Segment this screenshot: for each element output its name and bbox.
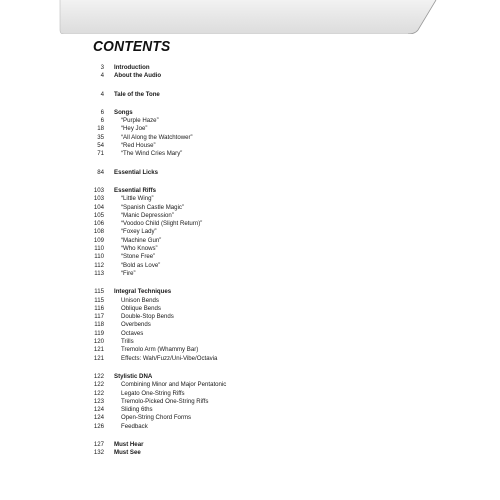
toc-entry-label: “All Along the Watchtower” — [121, 133, 193, 141]
toc-subentry — [0, 204, 500, 212]
toc-entry-label: “Bold as Love” — [121, 261, 161, 269]
toc-subentry — [0, 321, 500, 329]
toc-subentry — [0, 245, 500, 253]
toc-entry-label: “Voodoo Child (Slight Return)” — [121, 220, 203, 228]
toc-entry-label: Feedback — [121, 422, 148, 430]
toc-group — [0, 109, 500, 159]
toc-subentry — [0, 253, 500, 261]
toc-subentry — [0, 117, 500, 125]
toc-group — [0, 64, 500, 81]
toc-page-number: 122 — [93, 372, 104, 380]
toc-subentry — [0, 142, 500, 150]
toc-page-number: 4 — [100, 90, 104, 98]
header-band — [0, 0, 500, 34]
table-of-contents — [0, 64, 500, 468]
toc-subentry — [0, 406, 500, 414]
toc-page-number: 115 — [94, 296, 104, 304]
toc-entry-label: Must See — [114, 449, 141, 457]
toc-section-entry — [0, 64, 500, 72]
toc-page-number: 124 — [93, 414, 104, 422]
toc-entry-label: Double-Stop Bends — [121, 313, 174, 321]
toc-entry-label: “Fire” — [121, 269, 136, 277]
toc-entry-label: Open-String Chord Forms — [121, 414, 192, 422]
toc-entry-label: Trills — [121, 338, 134, 346]
toc-subentry — [0, 330, 500, 338]
toc-page-number: 115 — [94, 288, 104, 296]
toc-page-number: 104 — [93, 203, 104, 211]
toc-entry-label: Octaves — [121, 329, 144, 337]
toc-page-number: 122 — [93, 381, 104, 389]
toc-entry-label: Songs — [114, 108, 133, 116]
toc-subentry — [0, 398, 500, 406]
toc-page-number: 6 — [100, 117, 104, 125]
toc-entry-label: “Manic Depression” — [121, 211, 174, 219]
toc-entry-label: Combining Minor and Major Pentatonic — [121, 381, 227, 389]
toc-page-number: 123 — [93, 397, 104, 405]
toc-section-entry — [0, 187, 500, 195]
toc-subentry — [0, 237, 500, 245]
toc-page-number: 35 — [97, 133, 104, 141]
toc-entry-label: “Stone Free” — [121, 253, 156, 261]
toc-page-number: 113 — [94, 269, 104, 277]
toc-section-entry — [0, 449, 500, 457]
toc-section-entry — [0, 169, 500, 177]
toc-entry-label: Stylistic DNA — [114, 372, 153, 380]
toc-group — [0, 187, 500, 278]
toc-entry-label: Sliding 6ths — [121, 406, 153, 414]
toc-page-number: 4 — [100, 72, 104, 80]
toc-subentry — [0, 150, 500, 158]
toc-subentry — [0, 414, 500, 422]
toc-page-number: 105 — [93, 211, 104, 219]
toc-entry-label: Effects: Wah/Fuzz/Uni-Vibe/Octavia — [121, 354, 218, 362]
toc-entry-label: Tale of the Tone — [114, 90, 160, 98]
toc-entry-label: “Spanish Castle Magic” — [121, 203, 184, 211]
toc-entry-label: Integral Techniques — [114, 288, 172, 296]
toc-page-number: 110 — [94, 245, 104, 253]
toc-entry-label: “Purple Haze” — [121, 117, 159, 125]
toc-page-number: 116 — [94, 304, 104, 312]
toc-page-number: 71 — [97, 150, 104, 158]
toc-group — [0, 169, 500, 177]
toc-page-number: 121 — [93, 346, 104, 354]
toc-subentry — [0, 125, 500, 133]
toc-entry-label: Essential Riffs — [114, 186, 156, 194]
toc-entry-label: Introduction — [114, 64, 150, 71]
toc-page-number: 120 — [93, 338, 104, 346]
toc-page-number: 127 — [93, 440, 104, 448]
toc-page-number: 132 — [93, 449, 104, 457]
toc-page-number: 3 — [100, 64, 104, 71]
toc-entry-label: “Who Knows” — [121, 245, 158, 253]
toc-group — [0, 91, 500, 99]
toc-group — [0, 288, 500, 363]
toc-page-number: 119 — [94, 329, 104, 337]
toc-subentry — [0, 313, 500, 321]
toc-entry-label: Unison Bends — [121, 296, 159, 304]
toc-page-number: 106 — [93, 220, 104, 228]
toc-group — [0, 441, 500, 458]
toc-page-number: 112 — [94, 261, 104, 269]
toc-page-number: 109 — [93, 236, 104, 244]
toc-entry-label: Tremolo-Picked One-String Riffs — [121, 397, 209, 405]
toc-entry-label: “Hey Joe” — [121, 125, 148, 133]
toc-page-number: 124 — [93, 406, 104, 414]
toc-entry-label: Legato One-String Riffs — [121, 389, 185, 397]
toc-subentry — [0, 297, 500, 305]
toc-page-number: 54 — [97, 142, 104, 150]
toc-section-entry — [0, 373, 500, 381]
toc-entry-label: “Foxey Lady” — [121, 228, 157, 236]
toc-subentry — [0, 346, 500, 354]
toc-entry-label: “Red House” — [121, 142, 156, 150]
toc-entry-label: Essential Licks — [114, 168, 159, 176]
toc-section-entry — [0, 72, 500, 80]
toc-subentry — [0, 390, 500, 398]
toc-page-number: 110 — [94, 253, 104, 261]
toc-subentry — [0, 381, 500, 389]
toc-subentry — [0, 262, 500, 270]
toc-subentry — [0, 195, 500, 203]
toc-entry-label: Must Hear — [114, 440, 144, 448]
toc-page-number: 84 — [97, 168, 104, 176]
toc-section-entry — [0, 91, 500, 99]
toc-section-entry — [0, 109, 500, 117]
toc-page-number: 103 — [93, 195, 104, 203]
toc-subentry — [0, 212, 500, 220]
toc-subentry — [0, 338, 500, 346]
toc-page-number: 121 — [93, 354, 104, 362]
toc-entry-label: About the Audio — [114, 72, 162, 80]
toc-page-number: 118 — [94, 321, 104, 329]
toc-subentry — [0, 134, 500, 142]
toc-subentry — [0, 270, 500, 278]
toc-page-number: 117 — [94, 313, 104, 321]
toc-page-number: 6 — [100, 108, 104, 116]
toc-subentry — [0, 423, 500, 431]
toc-subentry — [0, 305, 500, 313]
toc-entry-label: “Little Wing” — [121, 195, 154, 203]
toc-entry-label: “The Wind Cries Mary” — [121, 150, 183, 158]
toc-group — [0, 373, 500, 431]
header-band-shape — [0, 0, 500, 34]
toc-entry-label: Oblique Bends — [121, 304, 161, 312]
page-title: CONTENTS — [93, 38, 171, 55]
toc-page-number: 103 — [93, 186, 104, 194]
toc-subentry — [0, 355, 500, 363]
toc-entry-label: “Machine Gun” — [121, 236, 162, 244]
toc-page-number: 18 — [97, 125, 104, 133]
toc-page-number: 108 — [93, 228, 104, 236]
toc-subentry — [0, 220, 500, 228]
toc-section-entry — [0, 288, 500, 296]
toc-subentry — [0, 228, 500, 236]
toc-entry-label: Tremolo Arm (Whammy Bar) — [121, 346, 199, 354]
toc-section-entry — [0, 441, 500, 449]
toc-entry-label: Overbends — [121, 321, 151, 329]
toc-page-number: 126 — [93, 422, 104, 430]
toc-page-number: 122 — [93, 389, 104, 397]
